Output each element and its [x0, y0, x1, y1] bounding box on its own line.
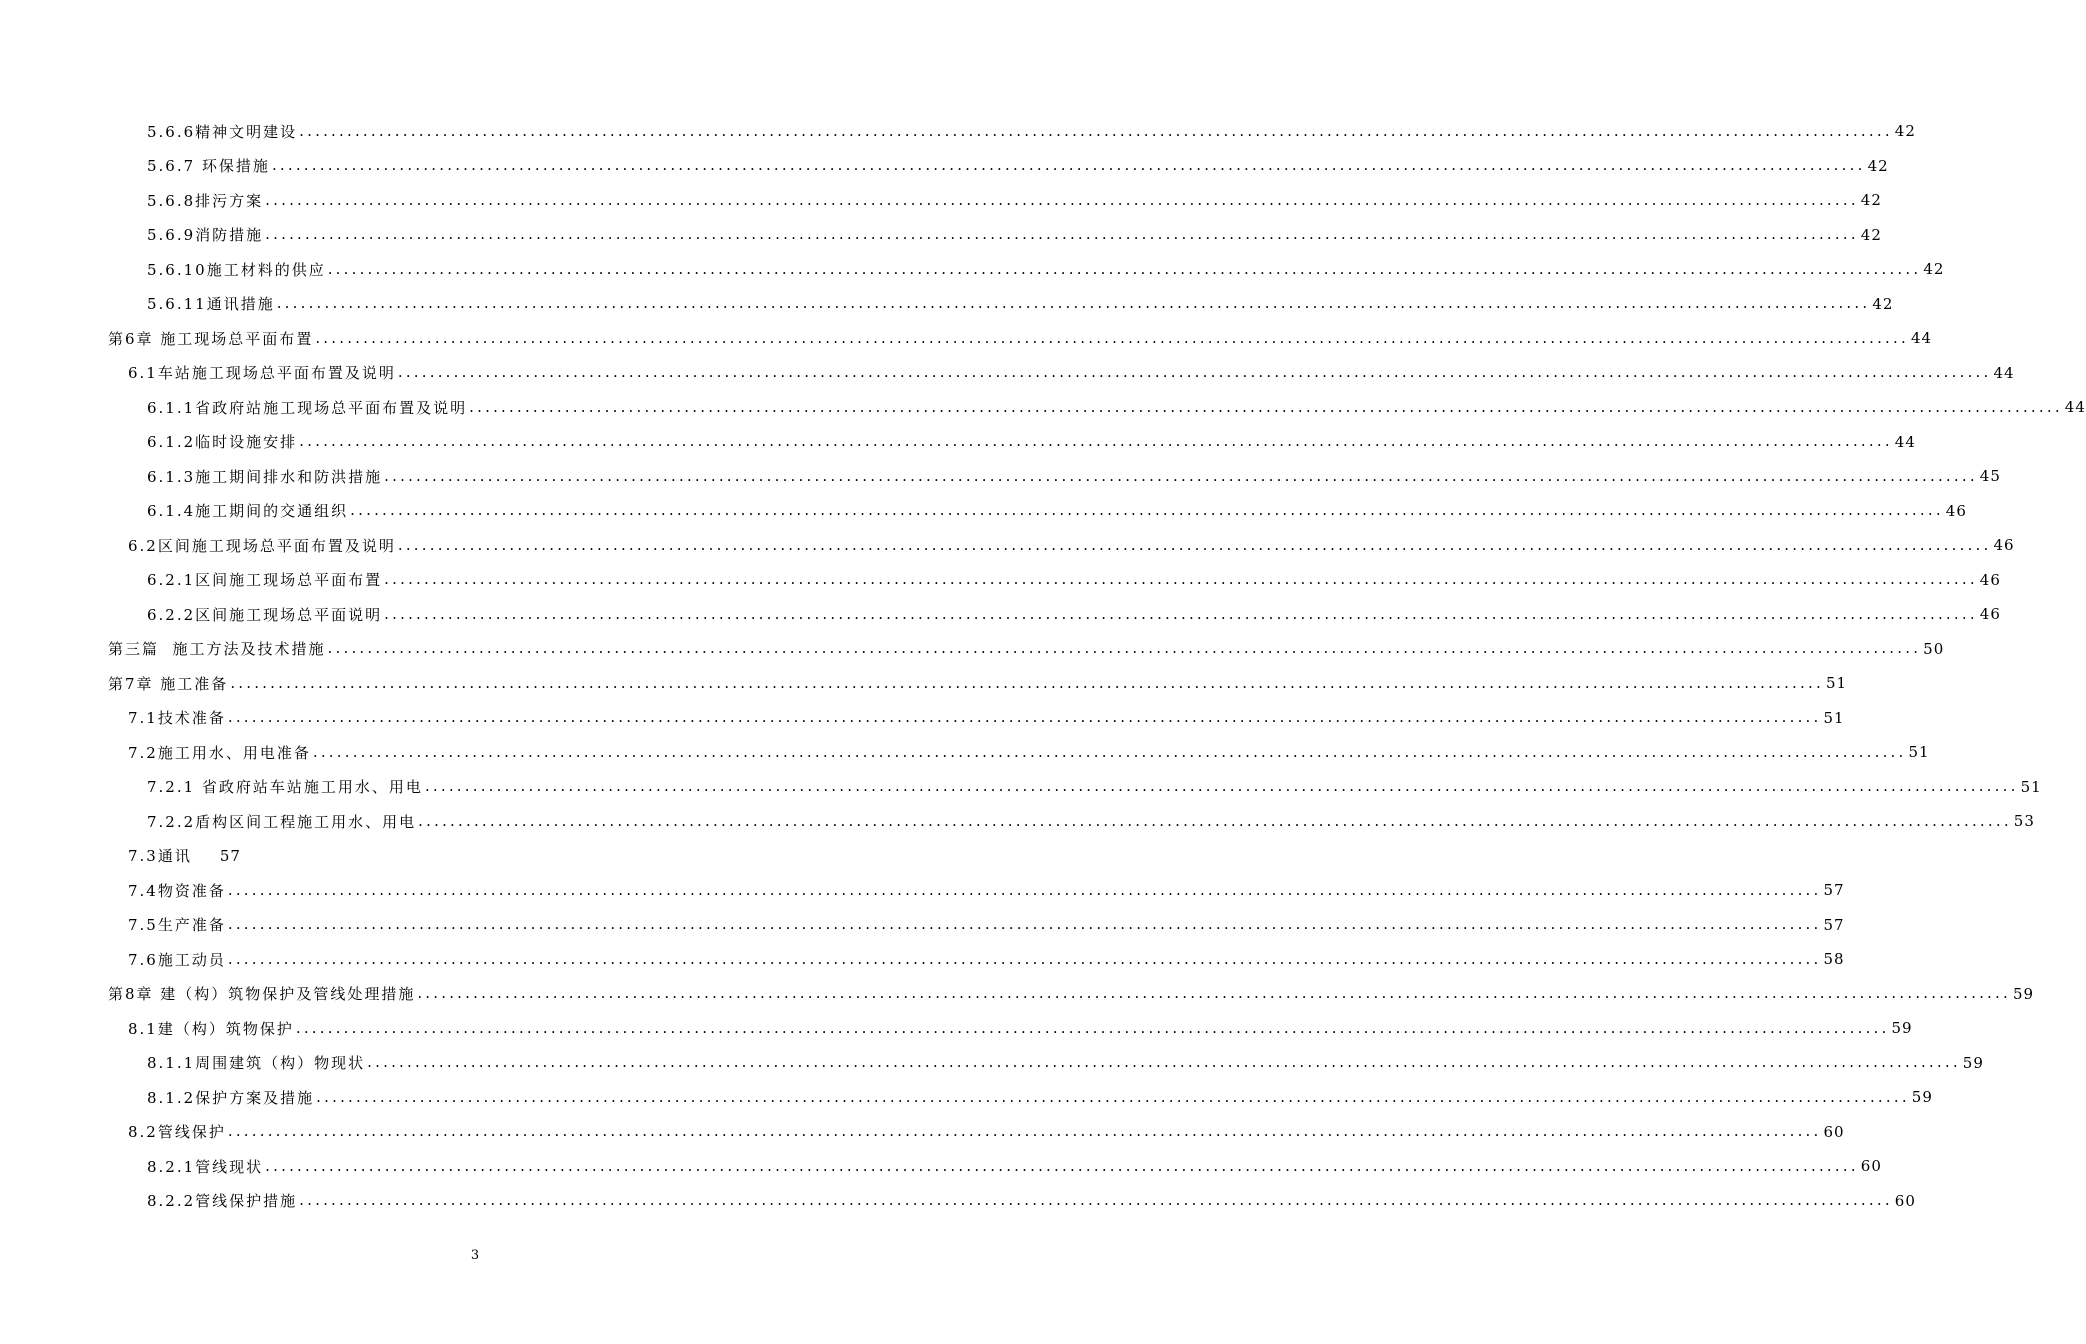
toc-entry[interactable] — [0, 563, 2001, 598]
toc-entry[interactable] — [0, 287, 1894, 322]
toc-entry[interactable] — [0, 494, 1967, 529]
toc-entry-title: 第三篇 施工方法及技术措施 — [108, 640, 326, 659]
toc-entry-title: 7.2施工用水、用电准备 — [128, 743, 311, 762]
toc-entry-page: 45 — [1979, 467, 2001, 486]
toc-entry-title: 7.6施工动员 — [128, 950, 226, 969]
toc-entry-title: 8.2.2管线保护措施 — [147, 1192, 298, 1211]
toc-entry-title: 6.1车站施工现场总平面布置及说明 — [128, 364, 396, 383]
toc-entry[interactable] — [0, 666, 1848, 701]
toc-entry-title: 8.1.2保护方案及措施 — [147, 1088, 315, 1107]
toc-entry-page: 58 — [1823, 950, 1845, 969]
toc-entry-title: 5.6.8排污方案 — [147, 191, 264, 210]
toc-entry-title: 6.1.4施工期间的交通组织 — [147, 502, 349, 521]
toc-entry-title: 第7章 施工准备 — [108, 674, 229, 693]
toc-entry[interactable] — [0, 356, 2015, 391]
toc-entry[interactable] — [0, 908, 1845, 943]
toc-entry-title: 5.6.11通讯措施 — [147, 295, 275, 314]
toc-entry[interactable] — [0, 1184, 1916, 1219]
toc-dot-leader: ........................................................................................................................................................................................................ — [384, 570, 1978, 589]
toc-entry[interactable] — [0, 425, 1916, 460]
toc-dot-leader: ........................................................................................................................................................................................................ — [424, 777, 2019, 796]
toc-entry-title: 8.1.1周围建筑（构）物现状 — [147, 1054, 366, 1073]
toc-entry[interactable] — [0, 114, 1916, 149]
toc-entry-page: 42 — [1923, 260, 1945, 279]
toc-entry-page: 57 — [1823, 915, 1845, 934]
toc-dot-leader: ........................................................................................................................................................................................................ — [315, 328, 1909, 347]
toc-entry-page: 44 — [2064, 398, 2086, 417]
toc-entry-page: 53 — [2013, 812, 2035, 831]
toc-entry-title: 8.1建（构）筑物保护 — [128, 1019, 294, 1038]
toc-entry-page: 60 — [1860, 1157, 1882, 1176]
toc-entry-page: 46 — [1979, 570, 2001, 589]
toc-entry-page: 42 — [1860, 225, 1882, 244]
toc-entry-title: 6.1.2临时设施安排 — [147, 433, 298, 452]
toc-entry[interactable] — [0, 804, 2035, 839]
toc-dot-leader: ........................................................................................................................................................................................................ — [417, 984, 2011, 1003]
toc-entry-page: 50 — [1923, 639, 1945, 658]
toc-entry-page: 51 — [1825, 674, 1848, 693]
toc-entry-title: 第6章 施工现场总平面布置 — [108, 329, 314, 348]
toc-entry-page: 42 — [1872, 294, 1894, 313]
toc-dot-leader: ........................................................................................................................................................................................................ — [327, 259, 1922, 278]
toc-entry-page: 57 — [1823, 881, 1845, 900]
toc-entry-title: 8.2管线保护 — [128, 1123, 226, 1142]
toc-dot-leader: ........................................................................................................................................................................................................ — [265, 190, 1859, 209]
toc-entry[interactable] — [0, 942, 1845, 977]
toc-entry[interactable] — [0, 632, 1945, 667]
toc-entry-page: 59 — [2012, 984, 2035, 1003]
toc-entry-title: 6.2区间施工现场总平面布置及说明 — [128, 536, 396, 555]
toc-entry[interactable] — [0, 390, 2086, 425]
toc-entry[interactable] — [0, 1080, 1933, 1115]
toc-entry[interactable] — [0, 321, 1933, 356]
toc-dot-leader: ........................................................................................................................................................................................................ — [350, 501, 1944, 520]
toc-entry-page: 42 — [1894, 122, 1916, 141]
toc-entry-title: 6.2.1区间施工现场总平面布置 — [147, 571, 383, 590]
toc-entry[interactable] — [0, 1115, 1845, 1150]
toc-entry-page: 51 — [1823, 708, 1845, 727]
toc-dot-leader: ........................................................................................................................................................................................................ — [316, 1087, 1910, 1106]
toc-dot-leader: ........................................................................................................................................................................................................ — [227, 915, 1822, 934]
toc-entry[interactable] — [0, 1011, 1913, 1046]
toc-dot-leader: ........................................................................................................................................................................................................ — [418, 811, 2012, 830]
toc-entry[interactable] — [0, 839, 950, 874]
toc-dot-leader: ........................................................................................................................................................................................................ — [327, 639, 1922, 658]
toc-entry-title: 5.6.6精神文明建设 — [147, 122, 298, 141]
toc-dot-leader: ........................................................................................................................................................................................................ — [295, 1018, 1890, 1037]
toc-entry[interactable] — [0, 977, 2035, 1012]
toc-entry[interactable] — [0, 183, 1882, 218]
toc-entry[interactable] — [0, 528, 2015, 563]
toc-dot-leader: ........................................................................................................................................................................................................ — [227, 949, 1822, 968]
table-of-contents — [0, 114, 2086, 1218]
toc-entry-page: 59 — [1911, 1088, 1933, 1107]
toc-dot-leader: ........................................................................................................................................................................................................ — [312, 742, 1907, 761]
toc-entry[interactable] — [0, 459, 2001, 494]
toc-dot-leader: ........................................................................................................................................................................................................ — [384, 604, 1978, 623]
toc-dot-leader: ........................................................................................................................................................................................................ — [271, 156, 1866, 175]
toc-entry-page: 57 — [219, 846, 241, 865]
toc-dot-leader: ........................................................................................................................................................................................................ — [397, 363, 1992, 382]
toc-entry[interactable] — [0, 218, 1882, 253]
toc-dot-leader: ........................................................................................................................................................................................................ — [469, 397, 2063, 416]
toc-entry-page: 51 — [2020, 777, 2042, 796]
toc-dot-leader: ........................................................................................................................................................................................................ — [299, 432, 1893, 451]
toc-entry[interactable] — [0, 1046, 1984, 1081]
toc-entry[interactable] — [0, 873, 1845, 908]
toc-entry-title: 7.4物资准备 — [128, 881, 226, 900]
toc-entry-title: 7.1技术准备 — [128, 709, 226, 728]
toc-entry-title: 5.6.9消防措施 — [147, 226, 264, 245]
toc-entry-page: 59 — [1962, 1053, 1984, 1072]
toc-dot-leader: ........................................................................................................................................................................................................ — [230, 673, 1824, 692]
toc-entry-title: 8.2.1管线现状 — [147, 1157, 264, 1176]
toc-entry[interactable] — [0, 252, 1945, 287]
toc-entry-page: 59 — [1891, 1019, 1913, 1038]
toc-dot-leader: ........................................................................................................................................................................................................ — [397, 535, 1992, 554]
toc-dot-leader: ........................................................................................................................................................................................................ — [384, 466, 1978, 485]
toc-entry-page: 42 — [1860, 191, 1882, 210]
toc-dot-leader: ........................................................................................................................................................................................................ — [299, 121, 1893, 140]
toc-dot-leader: ........................................................................................................................................................................................................ — [299, 1191, 1893, 1210]
toc-entry[interactable] — [0, 149, 1889, 184]
toc-entry[interactable] — [0, 770, 2042, 805]
toc-entry-title: 6.2.2区间施工现场总平面说明 — [147, 605, 383, 624]
toc-entry-page: 46 — [1945, 501, 1967, 520]
toc-entry[interactable] — [0, 701, 1845, 736]
toc-entry-page: 60 — [1894, 1191, 1916, 1210]
toc-entry-page: 51 — [1908, 743, 1930, 762]
toc-entry[interactable] — [0, 1149, 1882, 1184]
toc-entry-title: 第8章 建（构）筑物保护及管线处理措施 — [108, 985, 416, 1004]
toc-dot-leader: ........................................................................................................................................................................................................ — [227, 708, 1822, 727]
toc-entry-page: 46 — [1979, 605, 2001, 624]
toc-entry-title: 6.1.3施工期间排水和防洪措施 — [147, 467, 383, 486]
toc-dot-leader: ........................................................................................................................................................................................................ — [227, 880, 1822, 899]
toc-entry-title: 5.6.7 环保措施 — [147, 157, 270, 176]
toc-entry[interactable] — [0, 597, 2001, 632]
toc-dot-leader: ........................................................................................................................................................................................................ — [227, 1122, 1822, 1141]
toc-entry-page: 42 — [1867, 156, 1889, 175]
toc-entry-title: 7.5生产准备 — [128, 916, 226, 935]
toc-dot-leader: ........................................................................................................................................................................................................ — [276, 294, 1871, 313]
toc-entry-page: 44 — [1894, 432, 1916, 451]
toc-entry-page: 44 — [1910, 329, 1933, 348]
toc-entry[interactable] — [0, 735, 1930, 770]
toc-entry-title: 7.2.2盾构区间工程施工用水、用电 — [147, 812, 417, 831]
toc-entry-title: 5.6.10施工材料的供应 — [147, 260, 326, 279]
toc-dot-leader: ........................................................................................................................................................................................................ — [265, 225, 1859, 244]
toc-entry-page: 46 — [1993, 536, 2015, 555]
toc-dot-leader: ........................................................................................................................................................................................................ — [265, 1156, 1859, 1175]
toc-dot-leader: ........................................................................................................................................................................................................ — [367, 1053, 1961, 1072]
toc-entry-page: 60 — [1823, 1122, 1845, 1141]
toc-entry-page: 44 — [1993, 363, 2015, 382]
toc-entry-title: 7.3通讯 — [128, 847, 192, 866]
toc-entry-title: 7.2.1 省政府站车站施工用水、用电 — [147, 778, 423, 797]
toc-entry-title: 6.1.1省政府站施工现场总平面布置及说明 — [147, 398, 468, 417]
page-number: 3 — [470, 1248, 480, 1263]
